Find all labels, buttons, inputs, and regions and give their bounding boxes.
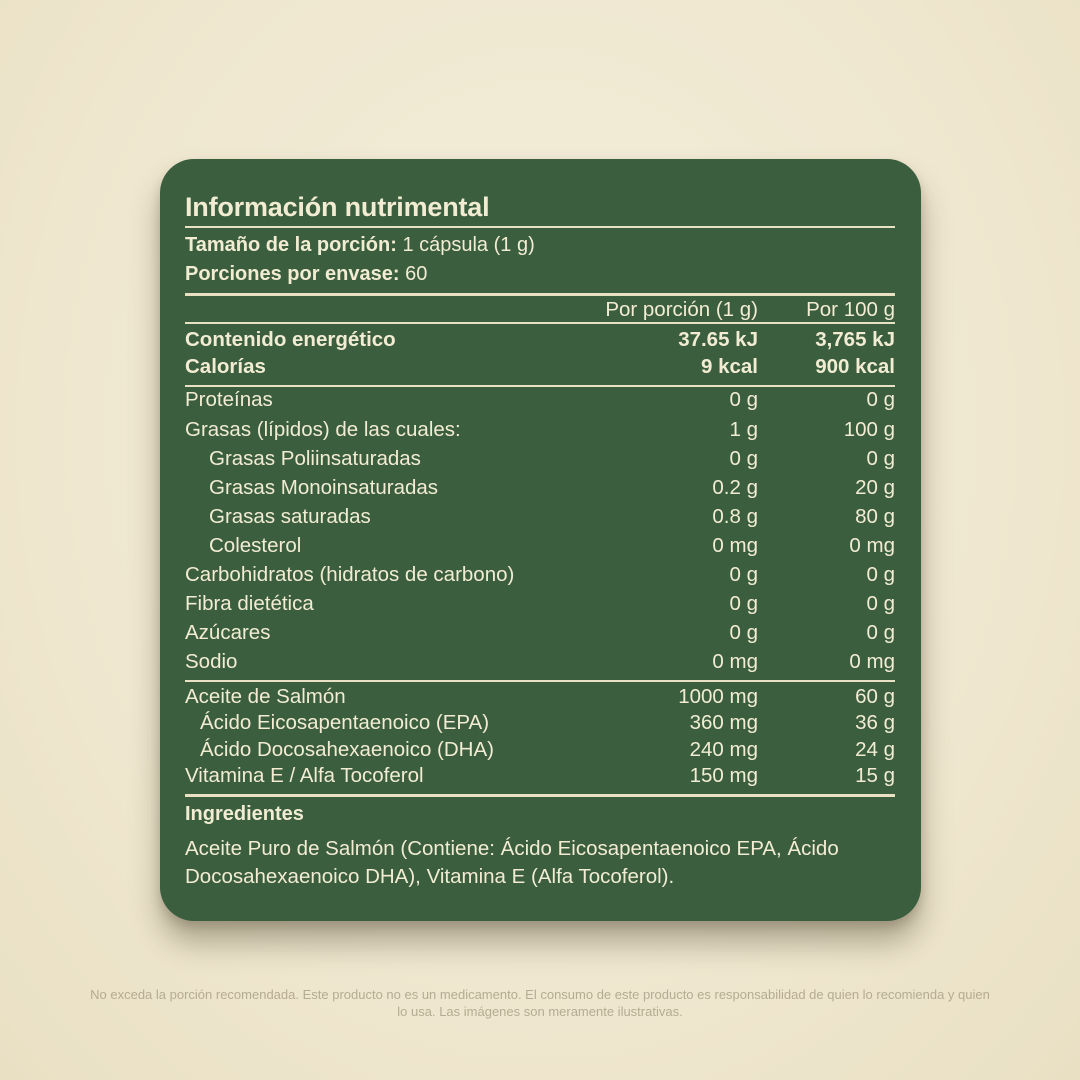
divider <box>185 322 895 324</box>
row-value-per-serving: 150 mg <box>689 764 758 787</box>
servings-per-container-value: 60 <box>405 263 428 285</box>
row-value-per-100g: 0 g <box>866 447 895 470</box>
servings-per-container <box>185 263 427 286</box>
table-row <box>185 621 895 647</box>
row-value-per-serving: 360 mg <box>689 711 758 734</box>
table-row <box>185 563 895 589</box>
row-value-per-100g: 0 g <box>866 621 895 644</box>
table-row <box>185 355 895 381</box>
table-row <box>185 764 895 790</box>
table-row <box>185 505 895 531</box>
row-label: Grasas Poliinsaturadas <box>209 447 421 470</box>
row-value-per-100g: 80 g <box>855 505 895 528</box>
row-value-per-100g: 0 g <box>866 592 895 615</box>
nutrition-label-card <box>160 159 921 921</box>
row-value-per-serving: 0.8 g <box>712 505 758 528</box>
row-value-per-serving: 0 mg <box>712 534 758 557</box>
row-value-per-serving: 1 g <box>729 418 758 441</box>
table-row <box>185 592 895 618</box>
divider <box>185 385 895 387</box>
row-value-per-serving: 9 kcal <box>701 355 758 378</box>
row-value-per-serving: 0 mg <box>712 650 758 673</box>
row-value-per-serving: 0 g <box>729 592 758 615</box>
table-row <box>185 388 895 414</box>
row-value-per-serving: 0 g <box>729 621 758 644</box>
table-row <box>185 738 895 764</box>
row-value-per-serving: 240 mg <box>689 738 758 761</box>
row-label: Sodio <box>185 650 238 673</box>
row-label: Carbohidratos (hidratos de carbono) <box>185 563 515 586</box>
row-label: Calorías <box>185 355 266 378</box>
column-header-row <box>185 298 895 324</box>
row-value-per-100g: 0 mg <box>849 534 895 557</box>
row-value-per-serving: 37.65 kJ <box>678 328 758 351</box>
row-value-per-serving: 0 g <box>729 563 758 586</box>
row-label: Fibra dietética <box>185 592 314 615</box>
row-value-per-100g: 15 g <box>855 764 895 787</box>
row-label: Aceite de Salmón <box>185 685 346 708</box>
row-value-per-100g: 0 g <box>866 388 895 411</box>
disclaimer-text: No exceda la porción recomendada. Este producto no es un medicamento. El consumo de este producto es responsabilidad de quien lo recomienda y quien lo usa. Las imágenes son meramente ilustrativas. <box>90 987 990 1019</box>
row-value-per-100g: 0 mg <box>849 650 895 673</box>
divider <box>185 293 895 296</box>
row-value-per-100g: 20 g <box>855 476 895 499</box>
divider <box>185 680 895 682</box>
row-label: Colesterol <box>209 534 302 557</box>
servings-per-container-label: Porciones por envase: <box>185 263 400 285</box>
table-row <box>185 476 895 502</box>
serving-size <box>185 234 535 257</box>
row-label: Vitamina E / Alfa Tocoferol <box>185 764 424 787</box>
label-title: Información nutrimental <box>185 192 490 222</box>
table-row <box>185 418 895 444</box>
row-value-per-100g: 60 g <box>855 685 895 708</box>
ingredients-text: Aceite Puro de Salmón (Contiene: Ácido Eicosapentaenoico EPA, Ácido Docosahexaenoico DHA), Vitamina E (Alfa Tocoferol). <box>185 837 839 888</box>
row-value-per-100g: 3,765 kJ <box>815 328 895 351</box>
column-header-per-serving: Por porción (1 g) <box>605 298 758 321</box>
table-row <box>185 685 895 711</box>
row-value-per-100g: 900 kcal <box>815 355 895 378</box>
row-value-per-100g: 0 g <box>866 563 895 586</box>
row-label: Grasas (lípidos) de las cuales: <box>185 418 461 441</box>
table-row <box>185 711 895 737</box>
table-row <box>185 328 895 354</box>
row-label: Proteínas <box>185 388 273 411</box>
row-value-per-serving: 1000 mg <box>678 685 758 708</box>
row-value-per-100g: 36 g <box>855 711 895 734</box>
row-label: Grasas saturadas <box>209 505 371 528</box>
row-label: Ácido Eicosapentaenoico (EPA) <box>200 711 490 734</box>
table-row <box>185 534 895 560</box>
column-header-per-100g: Por 100 g <box>806 298 895 321</box>
row-label: Ácido Docosahexaenoico (DHA) <box>200 738 494 761</box>
divider <box>185 794 895 797</box>
table-row <box>185 650 895 676</box>
row-label: Azúcares <box>185 621 271 644</box>
row-value-per-serving: 0 g <box>729 447 758 470</box>
ingredients-title: Ingredientes <box>185 803 304 825</box>
row-value-per-100g: 24 g <box>855 738 895 761</box>
row-value-per-100g: 100 g <box>843 418 895 441</box>
row-label: Contenido energético <box>185 328 396 351</box>
serving-size-value: 1 cápsula (1 g) <box>402 234 535 256</box>
row-label: Grasas Monoinsaturadas <box>209 476 439 499</box>
serving-size-label: Tamaño de la porción: <box>185 234 397 256</box>
row-value-per-serving: 0 g <box>729 388 758 411</box>
row-value-per-serving: 0.2 g <box>712 476 758 499</box>
divider <box>185 226 895 228</box>
table-row <box>185 447 895 473</box>
